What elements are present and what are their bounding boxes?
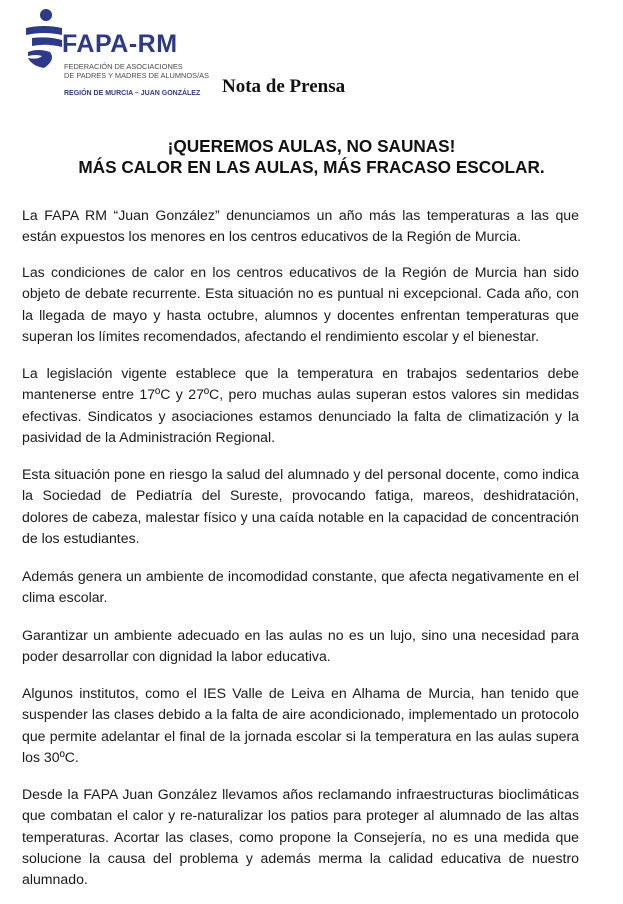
logo-subtitle-line2: DE PADRES Y MADRES DE ALUMNOS/AS [64, 71, 209, 80]
headline-line1: ¡QUEREMOS AULAS, NO SAUNAS! [167, 136, 456, 156]
stylized-person-icon [22, 8, 66, 70]
paragraph-5: Además genera un ambiente de incomodidad constante, que afecta negativamente en el clima escolar. [22, 568, 579, 606]
logo-region: REGIÓN DE MURCIA – JUAN GONZÁLEZ [64, 90, 201, 97]
paragraph-7: Algunos institutos, como el IES Valle de Leiva en Alhama de Murcia, han tenido que suspender las clases debido a la falta de aire acondicionado, implementado un protocolo que permite adelantar el final de la jornada escolar si la temperatura en las aulas supera los 30ºC. [22, 685, 579, 765]
press-title: Nota de Prensa [222, 76, 346, 97]
paragraph-3: La legislación vigente establece que la temperatura en trabajos sedentarios debe mantenerse entre 17ºC y 27ºC, pero muchas aulas superan estos valores sin medidas efectivas. Sindicatos y asociaciones estamos denunciado la falta de climatización y la pasividad de la Administración Regional. [22, 365, 579, 445]
paragraph-6: Garantizar un ambiente adecuado en las aulas no es un lujo, sino una necesidad para poder desarrollar con dignidad la labor educativa. [22, 627, 579, 665]
headline-line2: MÁS CALOR EN LAS AULAS, MÁS FRACASO ESCOLAR. [78, 157, 545, 177]
logo-subtitle [64, 62, 209, 80]
paragraph-1: La FAPA RM “Juan González” denunciamos un año más las temperaturas a las que están expuestos los menores en los centros educativos de la Región de Murcia. [22, 207, 579, 245]
paragraph-8: Desde la FAPA Juan González llevamos años reclamando infraestructuras bioclimáticas que combatan el calor y re-naturalizar los patios para proteger al alumnado de las altas temperaturas. Acortar las clases, como propone la Consejería, no es una medida que solucione la causa del problema y además merma la calidad educativa de nuestro alumnado. [22, 786, 579, 888]
paragraph-2: Las condiciones de calor en los centros educativos de la Región de Murcia han sido objeto de debate recurrente. Esta situación no es puntual ni excepcional. Cada año, con la llegada de mayo y hasta octubre, alumnos y docentes enfrentan temperaturas que superan los límites recomendados, afectando el rendimiento escolar y el bienestar. [22, 264, 579, 344]
logo-subtitle-line1: FEDERACIÓN DE ASOCIACIONES [64, 62, 183, 71]
paragraph-4: Esta situación pone en riesgo la salud del alumnado y del personal docente, como indica la Sociedad de Pediatría del Sureste, provocando fatiga, mareos, deshidratación, dolores de cabeza, malestar físico y una caída notable en la capacidad de concentración de los estudiantes. [22, 466, 579, 546]
headline [0, 136, 623, 178]
fapa-logo [22, 8, 222, 98]
logo-name: FAPA-RM [62, 30, 178, 58]
